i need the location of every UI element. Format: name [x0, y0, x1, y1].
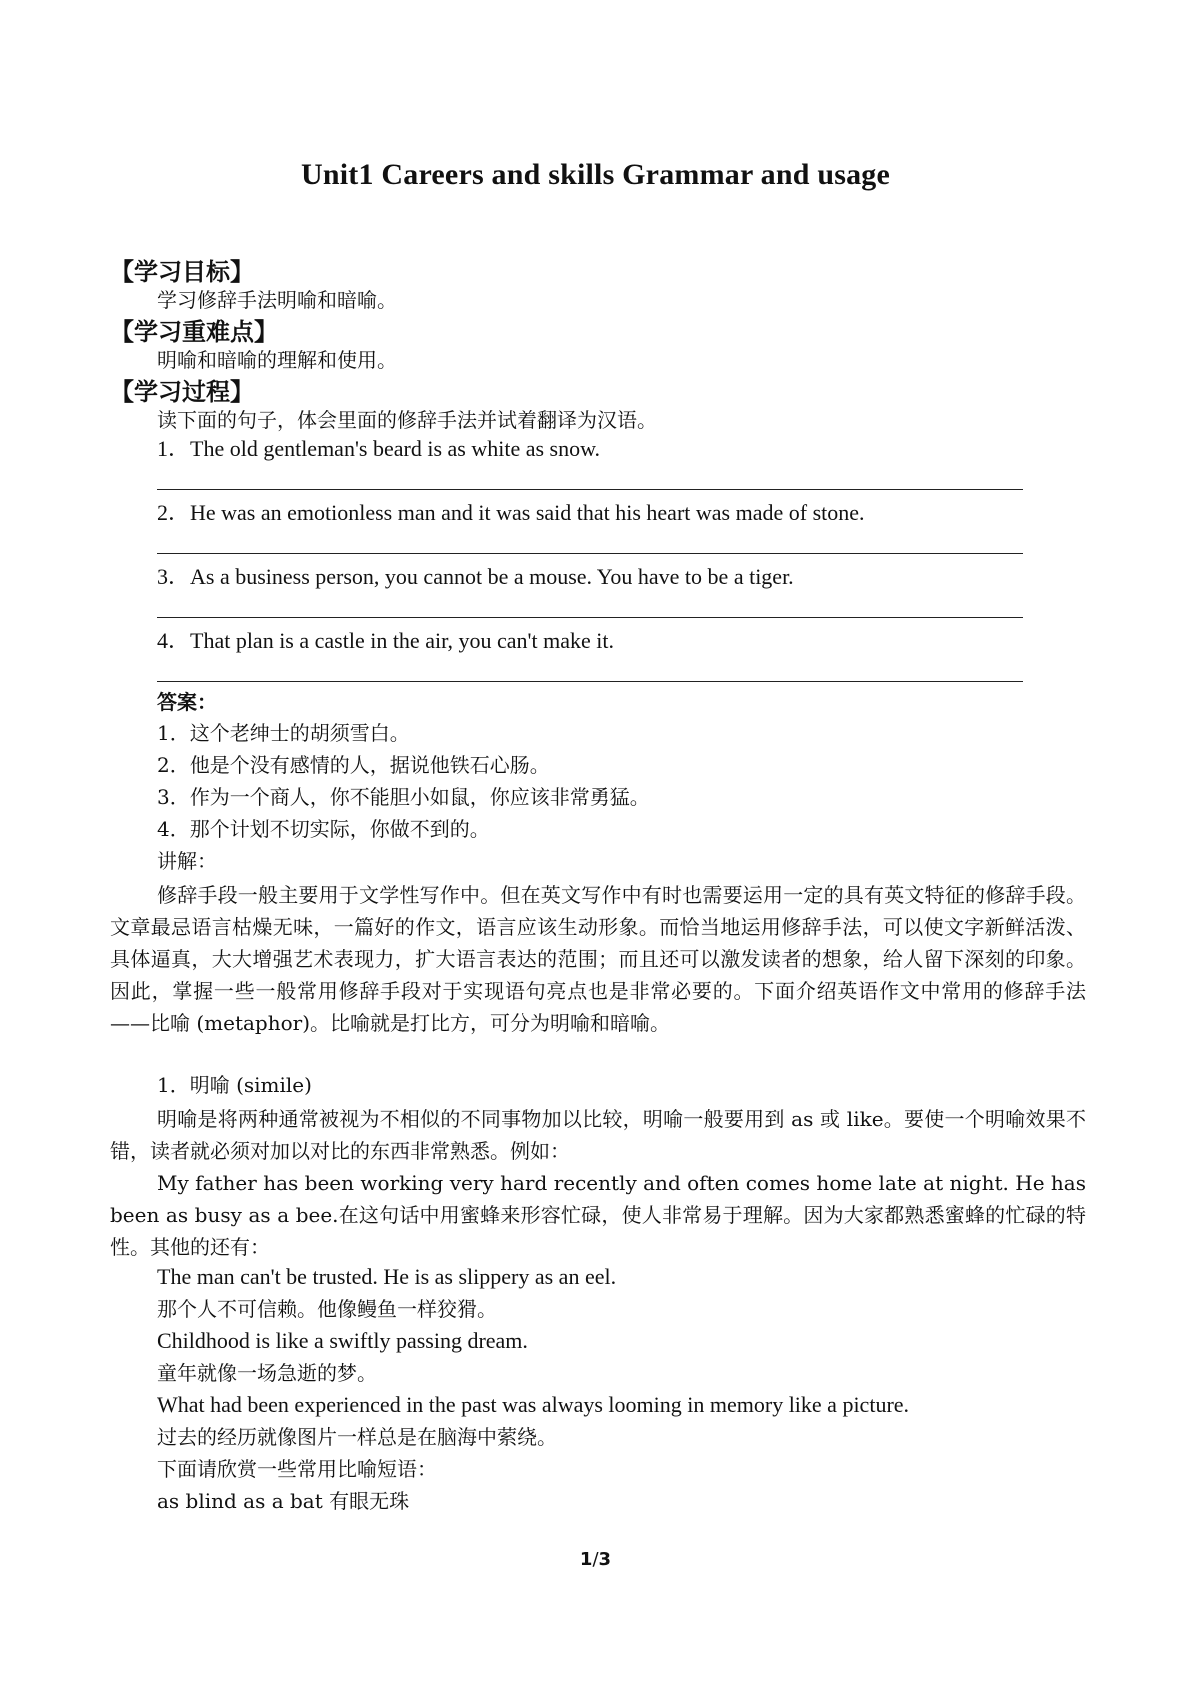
answer-blank-1[interactable] — [157, 489, 1023, 490]
goal-heading: 【学习目标】 — [110, 258, 254, 286]
process-intro: 读下面的句子，体会里面的修辞手法并试着翻译为汉语。 — [157, 408, 657, 432]
example-line: 下面请欣赏一些常用比喻短语： — [157, 1457, 437, 1481]
focus-heading: 【学习重难点】 — [110, 318, 278, 346]
example-line: The man can't be trusted. He is as slippery as an eel. — [157, 1264, 617, 1289]
answer-blank-3[interactable] — [157, 617, 1023, 618]
exercise-2: 2．He was an emotionless man and it was said that his heart was made of stone. — [157, 500, 865, 525]
total-pages: 3 — [598, 1549, 612, 1570]
example-paragraph: My father has been working very hard recently and often comes home late at night. He has been as busy as a bee.在这句话中用蜜蜂来形容忙碌，使人非常易于理解。因为大家都熟悉蜜蜂的忙碌的特性。其他的还有： — [110, 1171, 1086, 1259]
answer-item: 4．那个计划不切实际，你做不到的。 — [157, 817, 490, 841]
current-page: 1 — [579, 1549, 593, 1570]
answer-item: 2．他是个没有感情的人，据说他铁石心肠。 — [157, 753, 550, 777]
answer-item: 3．作为一个商人，你不能胆小如鼠，你应该非常勇猛。 — [157, 785, 650, 809]
explanation-paragraph-1: 修辞手段一般主要用于文学性写作中。但在英文写作中有时也需要运用一定的具有英文特征的修辞手段。文章最忌语言枯燥无味，一篇好的作文，语言应该生动形象。而恰当地运用修辞手法，可以使文字新鲜活泼、具体逼真，大大增强艺术表现力，扩大语言表达的范围；而且还可以激发读者的想象，给人留下深刻的印象。因此，掌握一些一般常用修辞手段对于实现语句亮点也是非常必要的。下面介绍英语作文中常用的修辞手法——比喻 (metaphor)。比喻就是打比方，可分为明喻和暗喻。 — [110, 883, 1086, 1035]
answers-label: 答案： — [157, 690, 217, 714]
example-line: What had been experienced in the past was always looming in memory like a picture. — [157, 1392, 910, 1417]
example-line: 童年就像一场急逝的梦。 — [157, 1361, 377, 1385]
example-line: 过去的经历就像图片一样总是在脑海中萦绕。 — [157, 1425, 557, 1449]
page-separator: / — [592, 1549, 599, 1570]
process-heading: 【学习过程】 — [110, 378, 254, 406]
answer-blank-2[interactable] — [157, 553, 1023, 554]
answer-blank-4[interactable] — [157, 681, 1023, 682]
goal-text: 学习修辞手法明喻和暗喻。 — [157, 288, 397, 312]
explanation-label: 讲解： — [157, 849, 217, 873]
exercise-3: 3．As a business person, you cannot be a mouse. You have to be a tiger. — [157, 564, 794, 589]
simile-paragraph: 明喻是将两种通常被视为不相似的不同事物加以比较，明喻一般要用到 as 或 like。要使一个明喻效果不错，读者就必须对加以对比的东西非常熟悉。例如： — [110, 1107, 1086, 1163]
simile-heading: 1．明喻 (simile) — [157, 1073, 312, 1097]
example-line: 那个人不可信赖。他像鳗鱼一样狡猾。 — [157, 1297, 497, 1321]
page-title: Unit1 Careers and skills Grammar and usage — [301, 158, 890, 191]
example-line: as blind as a bat 有眼无珠 — [157, 1489, 410, 1513]
example-line: Childhood is like a swiftly passing dream. — [157, 1328, 528, 1353]
exercise-1: 1．The old gentleman's beard is as white as snow. — [157, 436, 601, 461]
page-number — [0, 1549, 1191, 1570]
answer-item: 1．这个老绅士的胡须雪白。 — [157, 721, 410, 745]
focus-text: 明喻和暗喻的理解和使用。 — [157, 348, 397, 372]
exercise-4: 4．That plan is a castle in the air, you can't make it. — [157, 628, 614, 653]
